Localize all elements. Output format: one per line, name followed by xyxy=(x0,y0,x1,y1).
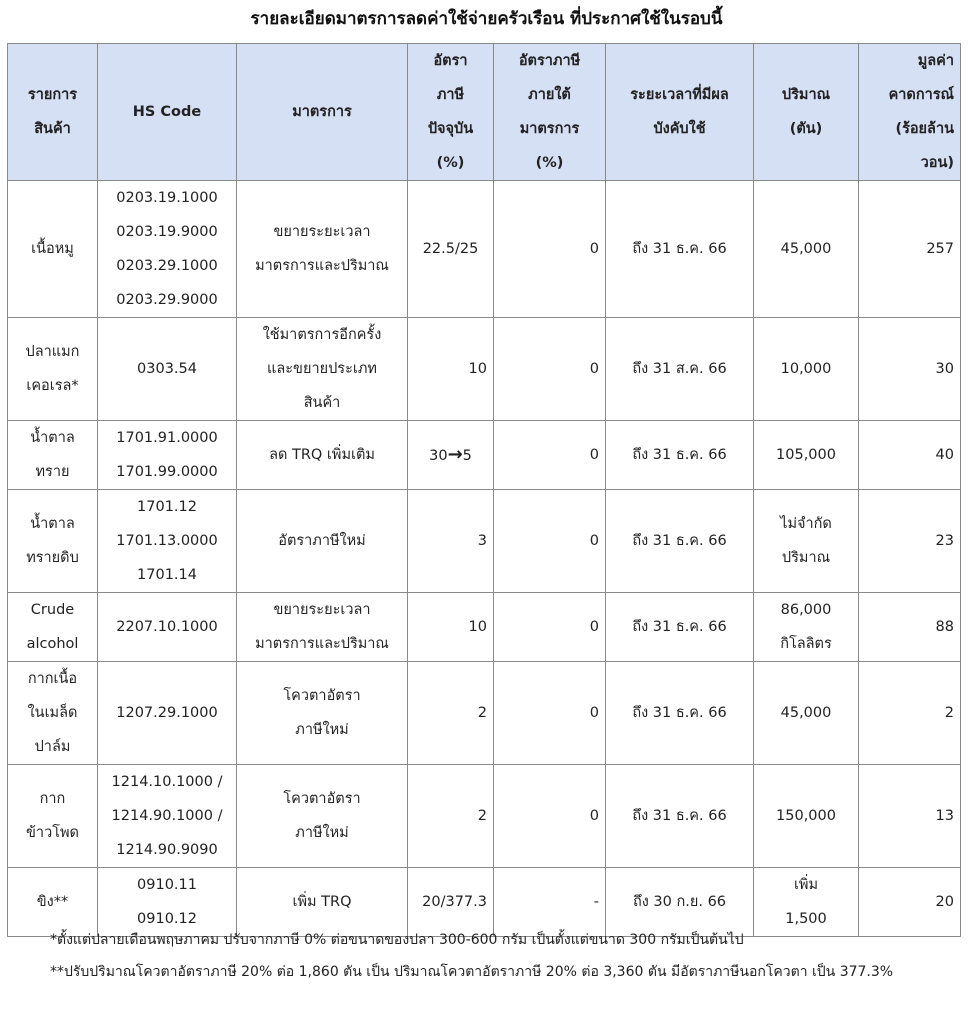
table-row xyxy=(8,181,961,318)
table-header-row xyxy=(8,44,961,181)
cell-period: ถึง 30 ก.ย. 66 xyxy=(606,868,754,937)
cell-product: กากเนื้อ ในเมล็ด ปาล์ม xyxy=(8,662,98,765)
cell-product: Crude alcohol xyxy=(8,593,98,662)
cell-product: ปลาแมก เคอเรล* xyxy=(8,318,98,421)
cell-current-rate: 3 xyxy=(408,490,494,593)
cell-measure-rate: 0 xyxy=(494,181,606,318)
cell-measure: ลด TRQ เพิ่มเติม xyxy=(237,421,408,490)
table-row xyxy=(8,765,961,868)
cell-period: ถึง 31 ธ.ค. 66 xyxy=(606,181,754,318)
cell-measure: อัตราภาษีใหม่ xyxy=(237,490,408,593)
cell-measure-rate: 0 xyxy=(494,421,606,490)
cell-quantity: 86,000 กิโลลิตร xyxy=(754,593,859,662)
cell-value: 88 xyxy=(859,593,961,662)
cell-hs-code: 2207.10.1000 xyxy=(98,593,237,662)
header-measure: มาตรการ xyxy=(237,44,408,181)
cell-measure-rate: - xyxy=(494,868,606,937)
cell-hs-code: 0910.11 0910.12 xyxy=(98,868,237,937)
table-row xyxy=(8,593,961,662)
cell-measure-rate: 0 xyxy=(494,593,606,662)
cell-hs-code: 1701.12 1701.13.0000 1701.14 xyxy=(98,490,237,593)
rate-to: 5 xyxy=(462,447,472,464)
cell-current-rate: 2 xyxy=(408,662,494,765)
header-product: รายการ สินค้า xyxy=(8,44,98,181)
cell-product: เนื้อหมู xyxy=(8,181,98,318)
cell-hs-code: 0203.19.1000 0203.19.9000 0203.29.1000 0203.29.9000 xyxy=(98,181,237,318)
header-measure-rate: อัตราภาษี ภายใต้ มาตรการ (%) xyxy=(494,44,606,181)
arrow-right-icon: → xyxy=(447,443,463,465)
cell-value: 20 xyxy=(859,868,961,937)
cell-quantity: 105,000 xyxy=(754,421,859,490)
page-title: รายละเอียดมาตรการลดค่าใช้จ่ายครัวเรือน ที่ประกาศใช้ในรอบนี้ xyxy=(250,9,723,29)
cell-measure-rate: 0 xyxy=(494,662,606,765)
cell-measure-rate: 0 xyxy=(494,318,606,421)
cell-product: ขิง** xyxy=(8,868,98,937)
cell-measure: ขยายระยะเวลา มาตรการและปริมาณ xyxy=(237,593,408,662)
cell-product: น้ำตาล ทรายดิบ xyxy=(8,490,98,593)
cell-measure: ขยายระยะเวลา มาตรการและปริมาณ xyxy=(237,181,408,318)
cell-value: 30 xyxy=(859,318,961,421)
cell-quantity: เพิ่ม 1,500 xyxy=(754,868,859,937)
cell-measure-rate: 0 xyxy=(494,765,606,868)
table-row xyxy=(8,421,961,490)
cell-period: ถึง 31 ส.ค. 66 xyxy=(606,318,754,421)
table-row xyxy=(8,490,961,593)
header-period: ระยะเวลาที่มีผล บังคับใช้ xyxy=(606,44,754,181)
cell-current-rate: 10 xyxy=(408,318,494,421)
cell-hs-code: 1701.91.0000 1701.99.0000 xyxy=(98,421,237,490)
header-quantity: ปริมาณ (ตัน) xyxy=(754,44,859,181)
cell-hs-code: 1207.29.1000 xyxy=(98,662,237,765)
cell-value: 2 xyxy=(859,662,961,765)
cell-product: น้ำตาล ทราย xyxy=(8,421,98,490)
cell-measure: ใช้มาตรการอีกครั้ง และขยายประเภท สินค้า xyxy=(237,318,408,421)
measures-table xyxy=(7,43,961,937)
table-row xyxy=(8,662,961,765)
cell-measure: โควตาอัตรา ภาษีใหม่ xyxy=(237,765,408,868)
cell-period: ถึง 31 ธ.ค. 66 xyxy=(606,765,754,868)
cell-quantity: 45,000 xyxy=(754,181,859,318)
cell-measure: เพิ่ม TRQ xyxy=(237,868,408,937)
header-value: มูลค่า คาดการณ์ (ร้อยล้าน วอน) xyxy=(859,44,961,181)
header-current-rate: อัตรา ภาษี ปัจจุบัน (%) xyxy=(408,44,494,181)
table-row xyxy=(8,318,961,421)
header-hs-code: HS Code xyxy=(98,44,237,181)
footnote-2: **ปรับปริมาณโควตาอัตราภาษี 20% ต่อ 1,860 ตัน เป็น ปริมาณโควตาอัตราภาษี 20% ต่อ 3,360 ตัน มีอัตราภาษีนอกโควตา เป็น 377.3% xyxy=(50,964,894,980)
cell-quantity: 150,000 xyxy=(754,765,859,868)
cell-value: 40 xyxy=(859,421,961,490)
footnotes xyxy=(50,924,965,988)
cell-measure: โควตาอัตรา ภาษีใหม่ xyxy=(237,662,408,765)
footnote-1: *ตั้งแต่ปลายเดือนพฤษภาคม ปรับจากภาษี 0% ต่อขนาดของปลา 300-600 กรัม เป็นตั้งแต่ขนาด 300 กรัมเป็นต้นไป xyxy=(50,932,744,948)
cell-value: 23 xyxy=(859,490,961,593)
cell-period: ถึง 31 ธ.ค. 66 xyxy=(606,593,754,662)
cell-period: ถึง 31 ธ.ค. 66 xyxy=(606,662,754,765)
cell-quantity: ไม่จำกัด ปริมาณ xyxy=(754,490,859,593)
cell-current-rate: 2 xyxy=(408,765,494,868)
rate-from: 30 xyxy=(429,447,448,464)
cell-current-rate: 10 xyxy=(408,593,494,662)
cell-value: 13 xyxy=(859,765,961,868)
cell-value: 257 xyxy=(859,181,961,318)
cell-current-rate xyxy=(408,421,494,490)
cell-current-rate: 22.5/25 xyxy=(408,181,494,318)
cell-period: ถึง 31 ธ.ค. 66 xyxy=(606,421,754,490)
cell-current-rate: 20/377.3 xyxy=(408,868,494,937)
cell-hs-code: 1214.10.1000 / 1214.90.1000 / 1214.90.9090 xyxy=(98,765,237,868)
cell-measure-rate: 0 xyxy=(494,490,606,593)
cell-hs-code: 0303.54 xyxy=(98,318,237,421)
cell-period: ถึง 31 ธ.ค. 66 xyxy=(606,490,754,593)
cell-quantity: 45,000 xyxy=(754,662,859,765)
cell-product: กาก ข้าวโพด xyxy=(8,765,98,868)
cell-quantity: 10,000 xyxy=(754,318,859,421)
